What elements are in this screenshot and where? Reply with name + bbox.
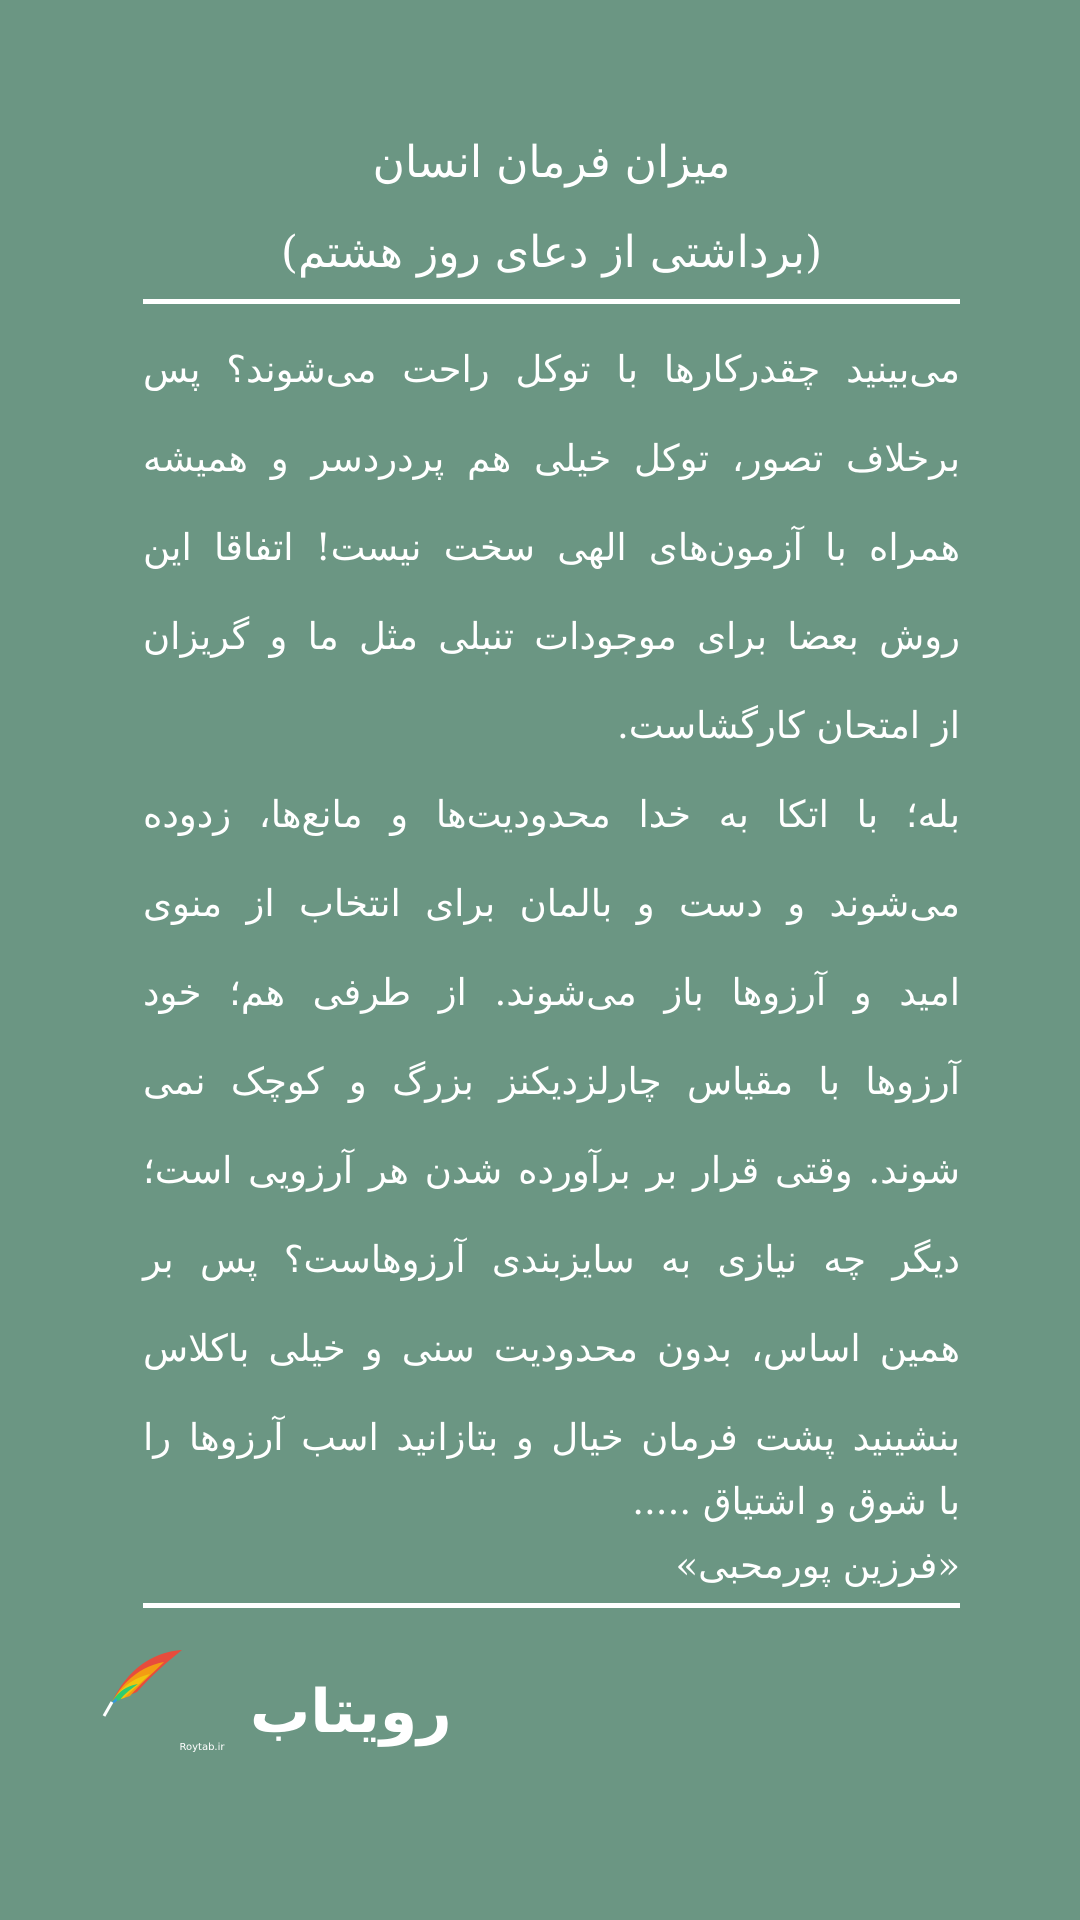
body-line: بنشینید پشت فرمان خیال و بتازانید اسب آرزوها را xyxy=(143,1416,960,1459)
title-block xyxy=(143,118,960,298)
title-subtitle: (برداشتی از دعای روز هشتم) xyxy=(280,227,823,278)
body-line: امید و آرزوها باز می‌شوند. از طرفی هم؛ خود xyxy=(143,971,960,1014)
body-text xyxy=(143,335,960,1595)
body-line: شوند. وقتی قرار بر برآورده شدن هر آرزویی است؛ xyxy=(143,1149,960,1192)
body-line: از امتحان کارگشاست. xyxy=(616,704,960,747)
top-divider xyxy=(143,299,960,304)
signature: «فرزین پورمحبی» xyxy=(675,1544,960,1587)
body-line: دیگر چه نیازی به سایزبندی آرزوهاست؟ پس بر xyxy=(143,1238,960,1281)
roytab-logo xyxy=(82,1640,452,1760)
logo-subtext: Roytab.ir xyxy=(179,1742,225,1753)
body-line: همین اساس، بدون محدودیت سنی و خیلی باکلاس xyxy=(143,1327,960,1370)
body-line: می‌شوند و دست و بالمان برای انتخاب از منوی xyxy=(143,882,960,925)
body-line: برخلاف تصور، توکل خیلی هم پردردسر و همیشه xyxy=(143,437,960,480)
bottom-divider xyxy=(143,1603,960,1608)
body-line: بله؛ با اتکا به خدا محدودیت‌ها و مانع‌ها، زدوده xyxy=(143,793,960,836)
body-line: آرزوها با مقیاس چارلزدیکنز بزرگ و کوچک نمی xyxy=(143,1060,960,1103)
body-line: همراه با آزمون‌های الهی سخت نیست! اتفاقا این xyxy=(143,526,960,569)
logo-wordmark: رویتاب xyxy=(250,1677,452,1747)
body-line: با شوق و اشتیاق ..... xyxy=(632,1480,960,1523)
body-line: روش بعضا برای موجودات تنبلی مثل ما و گریزان xyxy=(143,615,960,658)
feather-quill-icon xyxy=(104,1650,182,1716)
title-main: میزان فرمان انسان xyxy=(372,137,731,188)
body-line: می‌بینید چقدرکارها با توکل راحت می‌شوند؟ پس xyxy=(143,348,960,391)
